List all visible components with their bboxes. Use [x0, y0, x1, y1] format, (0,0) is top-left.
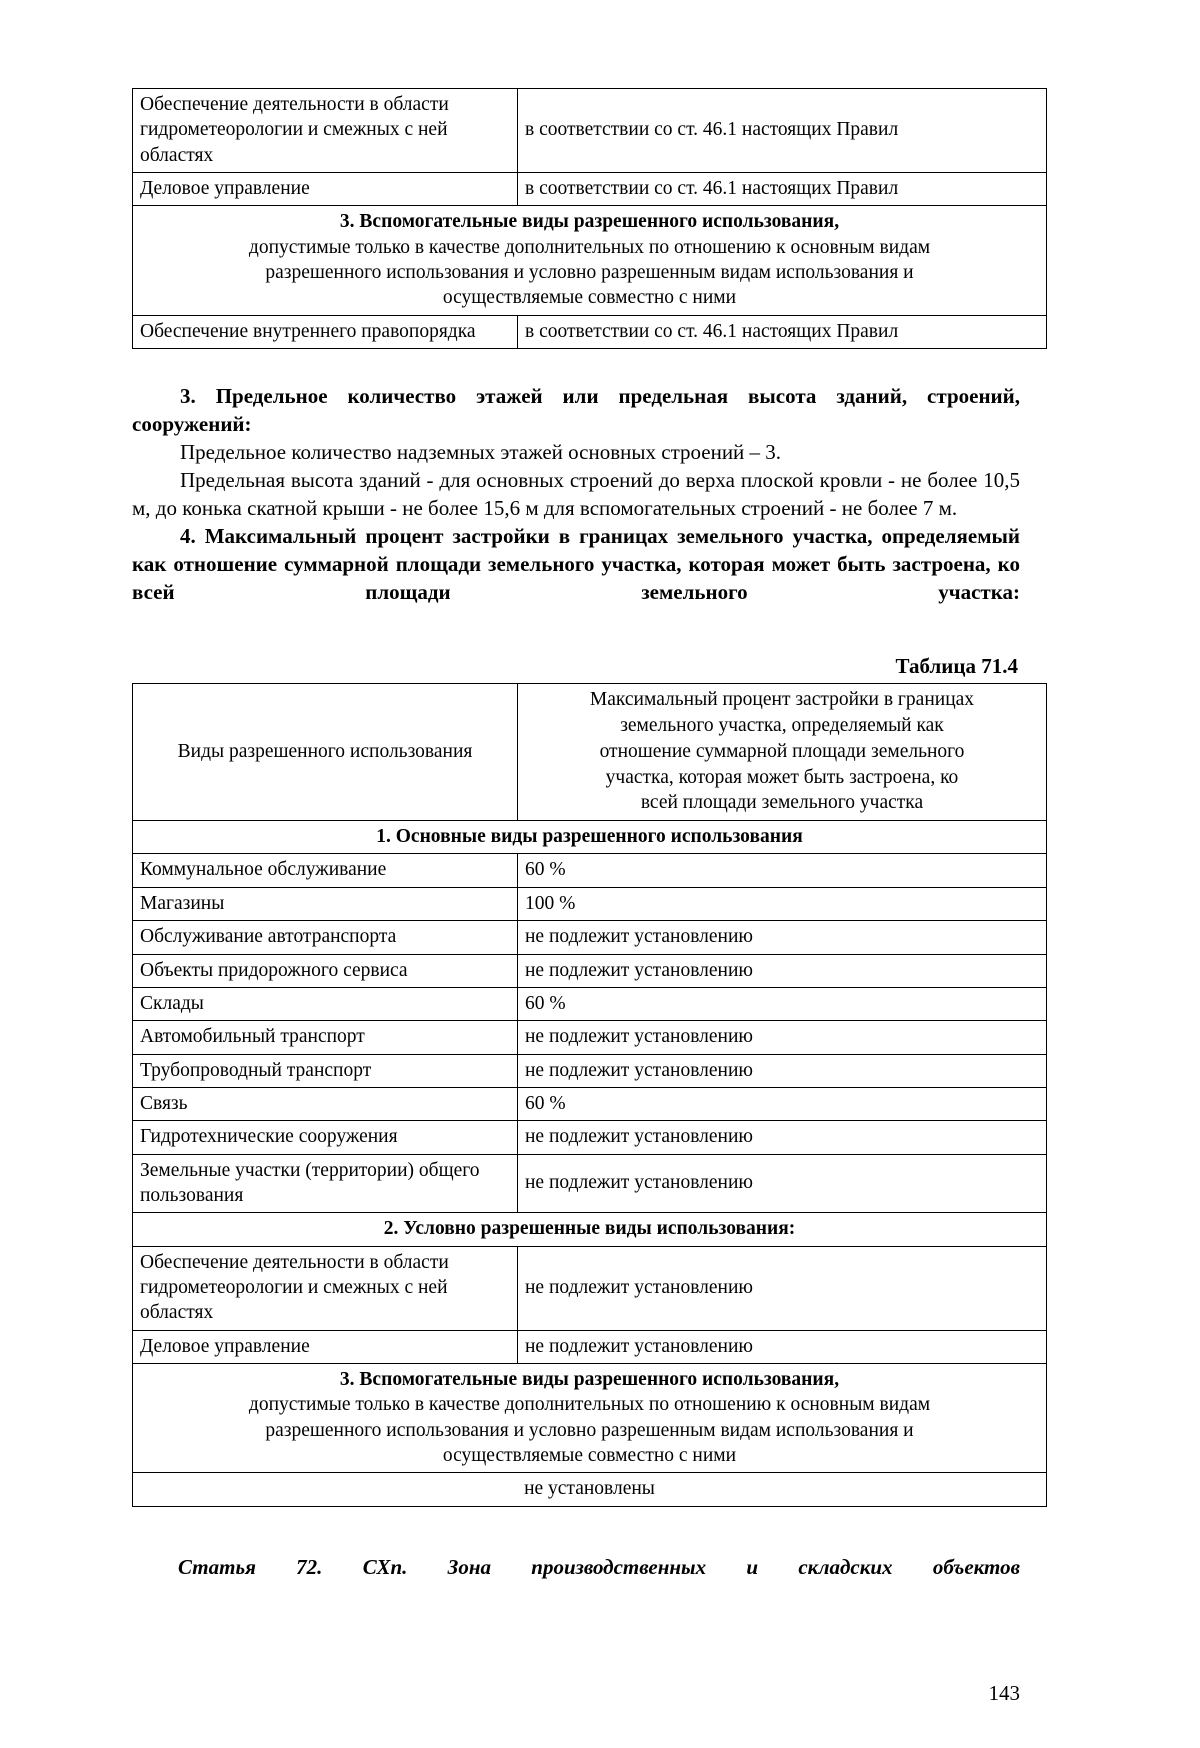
table-row: [133, 89, 1047, 173]
use-value-cell: не подлежит установлению: [518, 1154, 1047, 1213]
table-row: [133, 1087, 1047, 1120]
section-3-paragraph-2: Предельная высота зданий - для основных строений до верха плоской кровли - не более 10,5 м, до конька скатной крыши - не более 15,6 м для вспомогательных строений - не более 7 м.: [132, 467, 1020, 520]
column-header-max-percent: [518, 684, 1047, 821]
section-3-paragraph-1: Предельное количество надземных этажей основных строений – 3.: [180, 439, 782, 464]
next-article-heading: Статья 72. СХп. Зона производственных и складских объектов: [178, 1554, 1020, 1579]
section-header-cell: [133, 821, 1047, 854]
section-4-heading: 4. Максимальный процент застройки в границах земельного участка, определяемый как отношение суммарной площади земельного участка, которая может быть застроена, ко всей площади земельного участка:: [132, 523, 1020, 604]
table-row: [133, 173, 1047, 206]
use-type-cell: Обслуживание автотранспорта: [133, 921, 518, 954]
use-type-cell: Обеспечение деятельности в области гидрометеорологии и смежных с ней областях: [133, 89, 518, 173]
table-caption: Таблица 71.4: [895, 654, 1018, 679]
use-type-cell: Трубопроводный транспорт: [133, 1054, 518, 1087]
table-row: [133, 315, 1047, 348]
header-line: Максимальный процент застройки в границах: [589, 689, 975, 711]
not-established-cell: не установлены: [133, 1473, 1047, 1506]
use-value-cell: не подлежит установлению: [518, 1021, 1047, 1054]
section-subline: разрешенного использования и условно разрешенным видам использования и: [265, 262, 914, 284]
use-value-cell: 100 %: [518, 887, 1047, 920]
use-value-cell: не подлежит установлению: [518, 921, 1047, 954]
table-row: [133, 1473, 1047, 1506]
header-line: отношение суммарной площади земельного: [599, 740, 965, 762]
use-value-cell: 60 %: [518, 854, 1047, 887]
use-type-cell: Связь: [133, 1087, 518, 1120]
section-subline: допустимые только в качестве дополнительных по отношению к основным видам: [248, 236, 931, 258]
use-type-cell: Магазины: [133, 887, 518, 920]
table-row: [133, 1121, 1047, 1154]
use-value-cell: 60 %: [518, 1087, 1047, 1120]
section-subline: разрешенного использования и условно разрешенным видам использования и: [265, 1419, 914, 1441]
spacer: [132, 1507, 1020, 1555]
table-row: [133, 1021, 1047, 1054]
table-row: [133, 954, 1047, 987]
section-subline: допустимые только в качестве дополнительных по отношению к основным видам: [248, 1394, 931, 1416]
use-type-cell: Обеспечение деятельности в области гидрометеорологии и смежных с ней областях: [133, 1246, 518, 1330]
table-section-row: [133, 1363, 1047, 1472]
column-header-use-types: Виды разрешенного использования: [133, 684, 518, 821]
section-title: 1. Основные виды разрешенного использования: [376, 826, 803, 848]
section-header-cell: [133, 1363, 1047, 1472]
use-type-cell: Гидротехнические сооружения: [133, 1121, 518, 1154]
section-title: 3. Вспомогательные виды разрешенного использования,: [339, 211, 840, 233]
use-value-cell: не подлежит установлению: [518, 1121, 1047, 1154]
section-subline: осуществляемые совместно с ними: [442, 287, 737, 309]
use-type-cell: Земельные участки (территории) общего пользования: [133, 1154, 518, 1213]
table-section-row: [133, 1213, 1047, 1246]
use-type-cell: Склады: [133, 987, 518, 1020]
use-type-cell: Объекты придорожного сервиса: [133, 954, 518, 987]
section-header-cell: [133, 206, 1047, 315]
header-line: земельного участка, определяемый как: [620, 715, 944, 737]
header-line: участка, которая может быть застроена, ко: [605, 766, 959, 788]
use-value-cell: 60 %: [518, 987, 1047, 1020]
use-value-cell: в соответствии со ст. 46.1 настоящих Правил: [518, 89, 1047, 173]
section-header-cell: [133, 1213, 1047, 1246]
section-title: 3. Вспомогательные виды разрешенного использования,: [339, 1368, 840, 1390]
use-value-cell: в соответствии со ст. 46.1 настоящих Правил: [518, 315, 1047, 348]
section-subline: осуществляемые совместно с ними: [442, 1445, 737, 1467]
table-row: [133, 987, 1047, 1020]
max-build-percent-table: [132, 683, 1047, 1506]
use-type-cell: Автомобильный транспорт: [133, 1021, 518, 1054]
use-type-cell: Деловое управление: [133, 1330, 518, 1363]
table-section-row: [133, 206, 1047, 315]
spacer: [132, 349, 1020, 383]
use-value-cell: не подлежит установлению: [518, 1054, 1047, 1087]
table-row: [133, 1330, 1047, 1363]
table-row: [133, 921, 1047, 954]
use-value-cell: в соответствии со ст. 46.1 настоящих Правил: [518, 173, 1047, 206]
table-row: [133, 1246, 1047, 1330]
use-value-cell: не подлежит установлению: [518, 1246, 1047, 1330]
page-number: 143: [988, 1681, 1020, 1705]
section-title: 2. Условно разрешенные виды использования:: [383, 1218, 796, 1240]
use-type-cell: Деловое управление: [133, 173, 518, 206]
table-row: [133, 1054, 1047, 1087]
use-value-cell: не подлежит установлению: [518, 1330, 1047, 1363]
table-header-row: [133, 684, 1047, 821]
use-value-cell: не подлежит установлению: [518, 954, 1047, 987]
table-row: [133, 854, 1047, 887]
header-line: всей площади земельного участка: [640, 792, 924, 814]
permitted-use-continuation-table: [132, 88, 1047, 349]
use-type-cell: Коммунальное обслуживание: [133, 854, 518, 887]
section-3-heading: 3. Предельное количество этажей или предельная высота зданий, строений, сооружений:: [132, 384, 1020, 437]
table-row: [133, 1154, 1047, 1213]
spacer: [132, 606, 1020, 654]
table-section-row: [133, 821, 1047, 854]
table-row: [133, 887, 1047, 920]
use-type-cell: Обеспечение внутреннего правопорядка: [133, 315, 518, 348]
